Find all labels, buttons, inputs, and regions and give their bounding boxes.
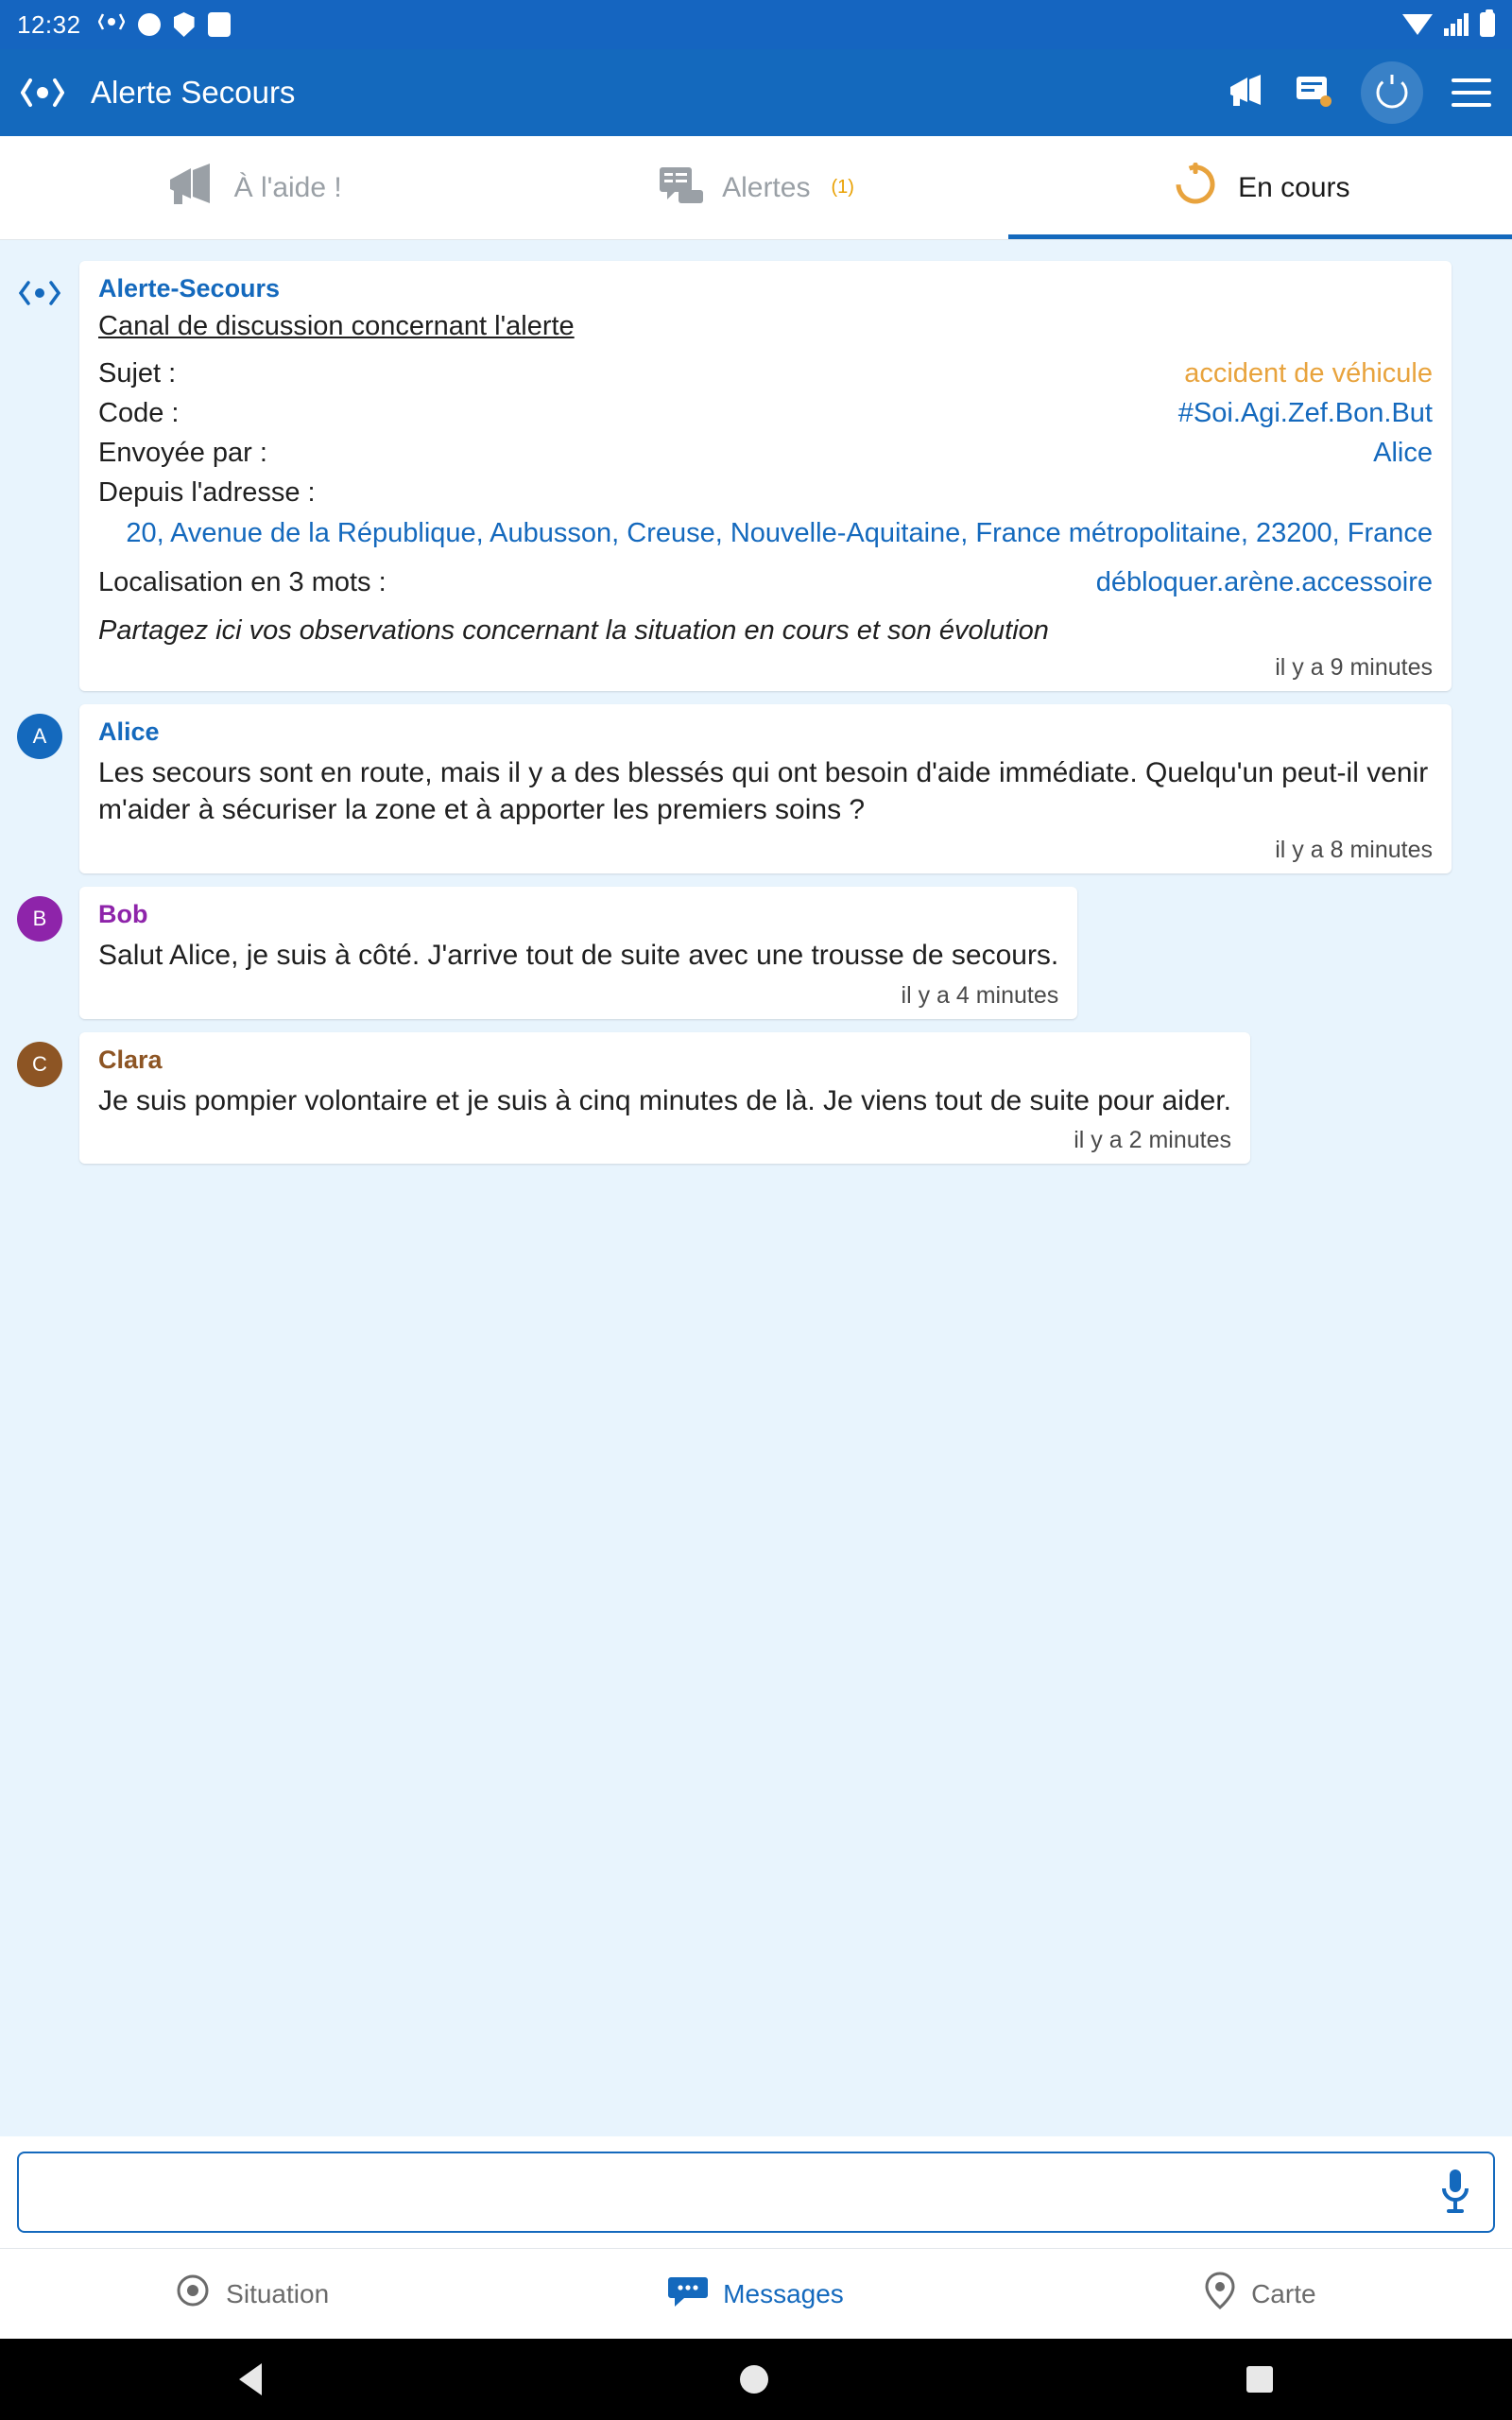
message-sender: Clara: [98, 1045, 163, 1074]
status-clock: 12:32: [17, 9, 81, 39]
alert-field-sujet: [98, 354, 1433, 393]
status-left-icons: [98, 10, 231, 40]
alert-field-what3words: [98, 562, 1433, 602]
appbar-actions: [1225, 61, 1491, 124]
message-bubble: [79, 1032, 1250, 1165]
avatar: B: [17, 896, 62, 942]
alert-field-adresse: [98, 473, 1433, 512]
map-pin-icon: [1204, 2272, 1236, 2316]
back-icon[interactable]: [239, 2363, 262, 2395]
broadcast-icon: [98, 10, 125, 40]
megaphone-icon[interactable]: [1225, 72, 1266, 114]
composer-input-wrap[interactable]: [17, 2152, 1495, 2233]
sdcard-icon: [208, 12, 231, 37]
bottom-nav-item-messages[interactable]: [504, 2249, 1007, 2339]
recents-icon[interactable]: [1246, 2366, 1273, 2393]
status-bar: [0, 0, 1512, 49]
avatar: [17, 270, 62, 316]
battery-icon: [1480, 12, 1495, 37]
broadcast-icon: [21, 75, 64, 111]
bottom-nav-label: Carte: [1251, 2278, 1316, 2308]
field-label: Localisation en 3 mots :: [98, 566, 387, 597]
home-icon[interactable]: [740, 2365, 768, 2394]
bottom-nav-label: Messages: [723, 2278, 844, 2308]
wifi-icon: [1402, 14, 1433, 35]
tab-a-laide[interactable]: [0, 136, 504, 239]
field-value: accident de véhicule: [1184, 358, 1433, 389]
bottom-nav-item-carte[interactable]: [1008, 2249, 1512, 2339]
page-title: Alerte Secours: [91, 75, 296, 110]
message-input[interactable]: [36, 2176, 1435, 2208]
field-label: Envoyée par :: [98, 438, 267, 469]
status-right-icons: [1402, 12, 1495, 37]
bottom-nav-item-situation[interactable]: [0, 2249, 504, 2339]
message-bubble: [79, 704, 1452, 873]
tab-en-cours[interactable]: [1008, 136, 1512, 239]
tab-bar: [0, 136, 1512, 240]
bottom-nav-label: Situation: [226, 2278, 330, 2308]
message-text: Je suis pompier volontaire et je suis à cinq minutes de là. Je viens tout de suite pour aider.: [98, 1084, 1231, 1116]
chat-icon: [668, 2273, 708, 2314]
chat-list[interactable]: [0, 240, 1512, 2136]
alert-note: Partagez ici vos observations concernant la situation en cours et son évolution: [98, 614, 1049, 646]
field-label: Code :: [98, 398, 180, 429]
tab-label: À l'aide !: [233, 171, 342, 203]
microphone-icon[interactable]: [1435, 2166, 1476, 2220]
menu-icon[interactable]: [1452, 78, 1491, 107]
message-sender: Alerte-Secours: [98, 274, 281, 302]
message-time: il y a 4 minutes: [901, 981, 1059, 1009]
spinner-icon: [1170, 159, 1221, 217]
message-icon[interactable]: [1295, 73, 1332, 113]
app-bar: [0, 49, 1512, 136]
field-value: Alice: [1373, 438, 1433, 469]
loading-spinner-icon[interactable]: [1361, 61, 1423, 124]
target-icon: [175, 2273, 211, 2315]
alert-address: 20, Avenue de la République, Aubusson, Creuse, Nouvelle-Aquitaine, France métropolitaine, 23200, France: [126, 518, 1433, 549]
message-sender: Bob: [98, 900, 148, 929]
circle-icon: [138, 13, 161, 36]
list-item: [17, 887, 1495, 1019]
avatar: C: [17, 1042, 62, 1087]
field-value: débloquer.arène.accessoire: [1095, 566, 1433, 597]
message-sender: Alice: [98, 717, 160, 746]
message-bubble: [79, 887, 1077, 1019]
message-time: il y a 2 minutes: [1074, 1127, 1231, 1154]
alert-subtitle[interactable]: Canal de discussion concernant l'alerte: [98, 311, 575, 341]
field-value: #Soi.Agi.Zef.Bon.But: [1177, 398, 1433, 429]
tab-alertes[interactable]: [504, 136, 1007, 239]
avatar: A: [17, 714, 62, 759]
megaphone-icon: [163, 161, 217, 216]
message-time: il y a 8 minutes: [1275, 837, 1433, 864]
message-composer: [0, 2136, 1512, 2248]
message-time: il y a 9 minutes: [1275, 653, 1433, 681]
list-item: [17, 1032, 1495, 1165]
message-text: Les secours sont en route, mais il y a des blessés qui ont besoin d'aide immédiate. Quelqu'un peut-il venir m'aider à sécuriser la zone et à apporter les premiers soins ?: [98, 756, 1429, 826]
bottom-nav: [0, 2248, 1512, 2339]
alert-field-code: [98, 393, 1433, 433]
list-item: [17, 704, 1495, 873]
system-nav-bar: [0, 2339, 1512, 2420]
alert-card: [79, 261, 1452, 691]
field-label: Depuis l'adresse :: [98, 477, 316, 509]
field-label: Sujet :: [98, 358, 177, 389]
message-text: Salut Alice, je suis à côté. J'arrive tout de suite avec une trousse de secours.: [98, 940, 1059, 972]
list-item: [17, 261, 1495, 691]
signal-icon: [1444, 13, 1469, 36]
alert-field-envoyee-par: [98, 433, 1433, 473]
list-message-icon: [658, 164, 705, 213]
tab-label: En cours: [1238, 171, 1350, 203]
tab-label: Alertes: [722, 171, 811, 203]
tab-badge: (1): [831, 177, 854, 198]
shield-icon: [174, 12, 195, 37]
